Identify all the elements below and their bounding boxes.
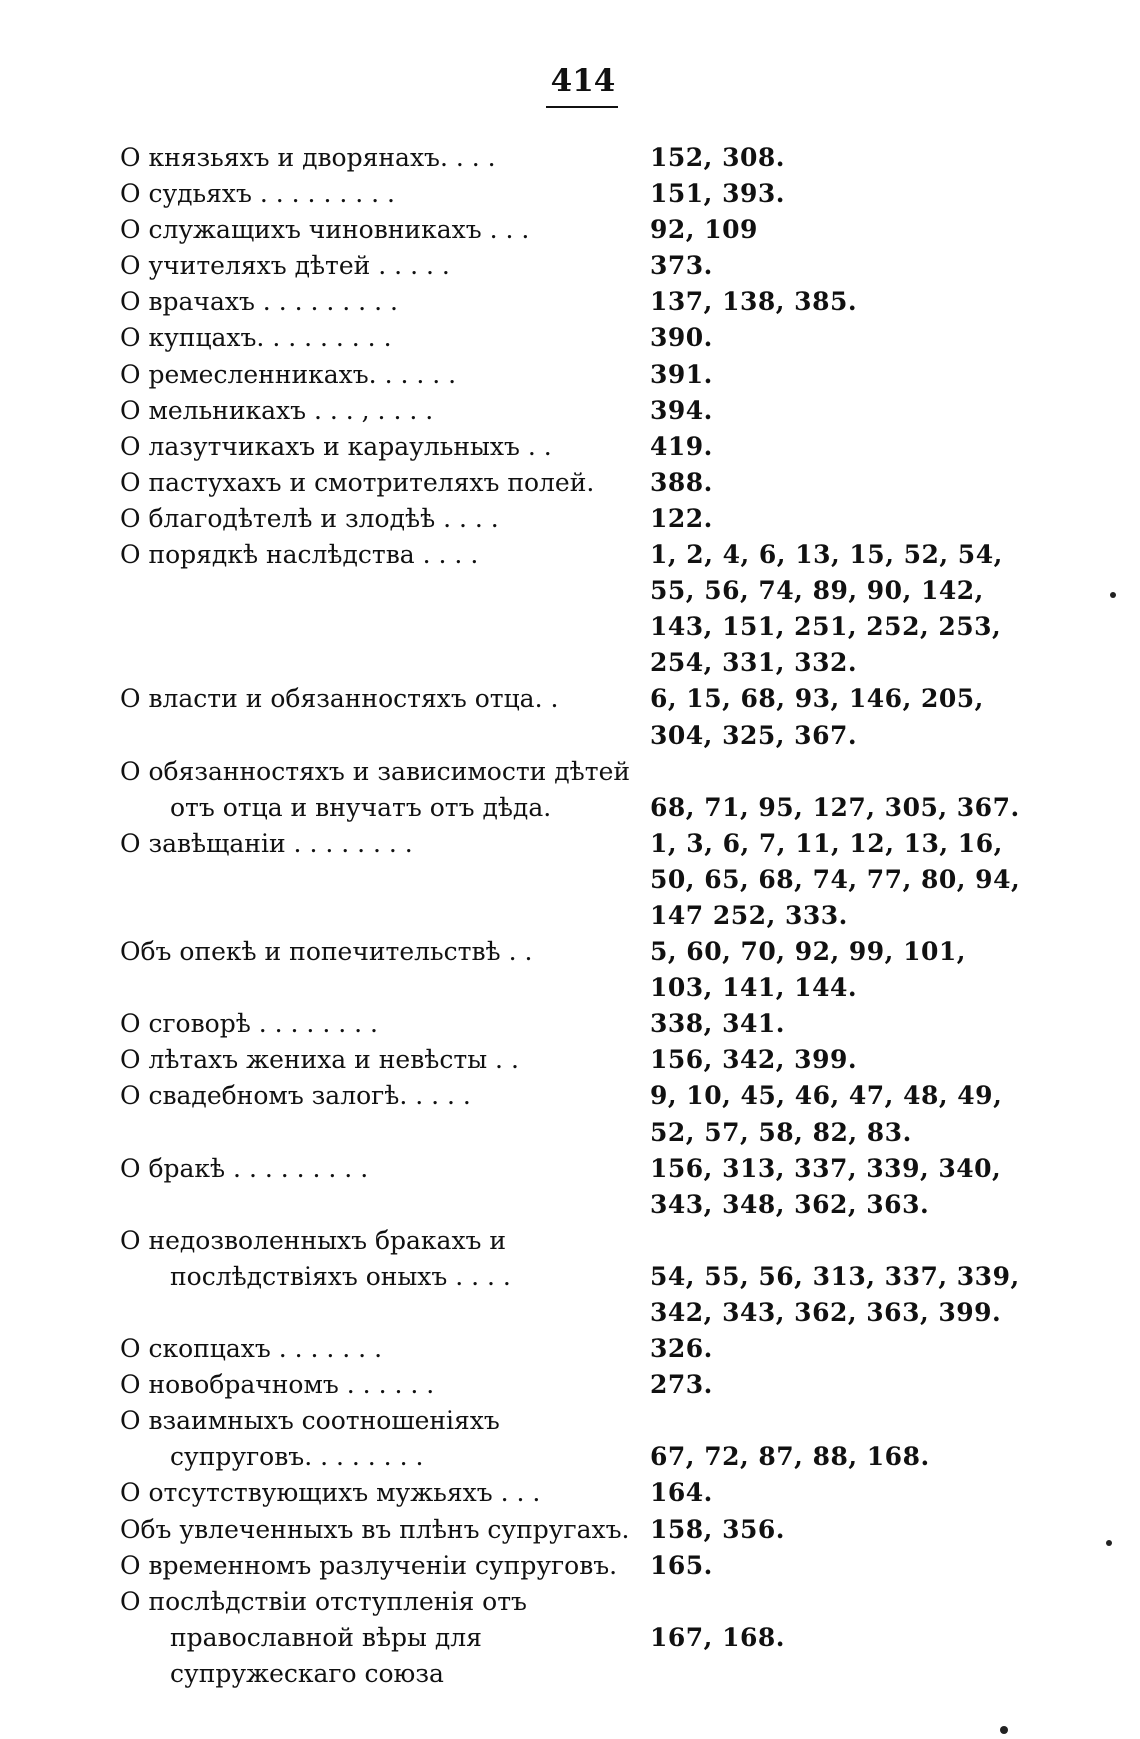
entry-label: О порядкѣ наслѣдства . . . . [120,540,479,570]
entry-label: О бракѣ . . . . . . . . . [120,1153,369,1183]
entry-pages: 273. [650,1370,713,1400]
entry-pages: 54, 55, 56, 313, 337, 339, 342, 343, 362, 363, 399. [650,1261,1020,1327]
entry-pages: 156, 342, 399. [650,1045,858,1075]
index-entry [120,357,1070,393]
entry-pages: 137, 138, 385. [650,287,858,317]
entry-pages: 388. [650,467,713,497]
entry-pages: 6, 15, 68, 93, 146, 205, 304, 325, 367. [650,684,984,750]
entry-pages: 92, 109 [650,215,758,245]
entry-label: О недозволенныхъ бракахъ и послѣдствіяхъ оныхъ . . . . [120,1225,515,1291]
index-entry [120,1151,1070,1223]
entry-label: О отсутствующихъ мужьяхъ . . . [120,1478,541,1508]
entry-pages: 151, 393. [650,179,785,209]
entry-label: О лазутчикахъ и караульныхъ . . [120,431,552,461]
entry-pages: 67, 72, 87, 88, 168. [650,1442,930,1472]
index-entry [120,1223,1070,1331]
entry-label: О врачахъ . . . . . . . . . [120,287,398,317]
index-entry [120,537,1070,681]
scan-speck [1000,1726,1008,1734]
entry-label: Объ увлеченныхъ въ плѣнъ супругахъ. [120,1514,630,1544]
index-entry [120,1475,1070,1511]
index-entry [120,1042,1070,1078]
entry-pages: 394. [650,395,713,425]
entry-label: О послѣдствіи отступленія отъ православной вѣры для супружескаго союза [120,1586,535,1688]
entry-pages: 326. [650,1334,713,1364]
entry-label: О власти и обязанностяхъ отца. . [120,684,559,714]
entry-label: О учителяхъ дѣтей . . . . . [120,251,450,281]
index-entries [120,140,1070,1692]
index-entry [120,1403,1070,1475]
index-entry [120,429,1070,465]
entry-pages: 1, 2, 4, 6, 13, 15, 52, 54, 55, 56, 74, 89, 90, 142, 143, 151, 251, 252, 253, 254, 331, 332. [650,540,1003,678]
page-number-rule [546,106,618,108]
entry-label: О судьяхъ . . . . . . . . . [120,179,395,209]
index-entry [120,393,1070,429]
index-entry [120,284,1070,320]
index-entry [120,1512,1070,1548]
entry-label: О обязанностяхъ и зависимости дѣтей отъ отца и внучатъ отъ дѣда. [120,756,638,822]
index-entry [120,681,1070,753]
entry-pages: 158, 356. [650,1514,785,1544]
entry-label: О сговорѣ . . . . . . . . [120,1009,378,1039]
index-entry [120,1331,1070,1367]
entry-pages: 122. [650,503,713,533]
index-entry [120,1548,1070,1584]
entry-label: О пастухахъ и смотрителяхъ полей. [120,467,595,497]
entry-pages: 165. [650,1550,713,1580]
entry-pages: 5, 60, 70, 92, 99, 101, 103, 141, 144. [650,937,966,1003]
entry-pages: 156, 313, 337, 339, 340, 343, 348, 362, 363. [650,1153,1002,1219]
index-entry [120,212,1070,248]
index-entry [120,934,1070,1006]
entry-label: О благодѣтелѣ и злодѣѣ . . . . [120,503,499,533]
index-entry [120,140,1070,176]
entry-label: О взаимныхъ соотношеніяхъ супруговъ. . . . . . . . [120,1406,508,1472]
entry-label: О служащихъ чиновникахъ . . . [120,215,530,245]
index-entry [120,465,1070,501]
entry-label: О лѣтахъ жениха и невѣсты . . [120,1045,519,1075]
index-entry [120,248,1070,284]
scan-speck [1106,1540,1112,1546]
index-entry [120,1078,1070,1150]
index-entry [120,320,1070,356]
entry-pages: 68, 71, 95, 127, 305, 367. [650,792,1020,822]
index-entry [120,754,1070,826]
entry-label: О свадебномъ залогѣ. . . . . [120,1081,471,1111]
entry-pages: 164. [650,1478,713,1508]
entry-label: О завѣщаніи . . . . . . . . [120,828,413,858]
entry-pages: 390. [650,323,713,353]
page-number: 414 [550,63,616,99]
index-entry [120,826,1070,934]
entry-pages: 419. [650,431,713,461]
entry-pages: 152, 308. [650,143,785,172]
entry-label: О скопцахъ . . . . . . . [120,1334,383,1364]
entry-pages: 167, 168. [650,1622,785,1652]
entry-label: О купцахъ. . . . . . . . . [120,323,392,353]
index-entry [120,1006,1070,1042]
entry-pages: 338, 341. [650,1009,785,1039]
index-entry [120,1367,1070,1403]
entry-pages: 1, 3, 6, 7, 11, 12, 13, 16, 50, 65, 68, 74, 77, 80, 94, 147 252, 333. [650,828,1021,930]
entry-label: О князьяхъ и дворянахъ. . . . [120,143,496,172]
index-entry [120,176,1070,212]
scan-speck [1110,592,1116,598]
entry-label: О новобрачномъ . . . . . . [120,1370,435,1400]
entry-pages: 391. [650,359,713,389]
entry-pages: 9, 10, 45, 46, 47, 48, 49, 52, 57, 58, 82, 83. [650,1081,1003,1147]
entry-label: О ремесленникахъ. . . . . . [120,359,457,389]
entry-pages: 373. [650,251,713,281]
entry-label: О временномъ разлученіи супруговъ. [120,1550,618,1580]
index-entry [120,1584,1070,1692]
entry-label: Объ опекѣ и попечительствѣ . . [120,937,533,967]
entry-label: О мельникахъ . . . , . . . . [120,395,434,425]
index-entry [120,501,1070,537]
